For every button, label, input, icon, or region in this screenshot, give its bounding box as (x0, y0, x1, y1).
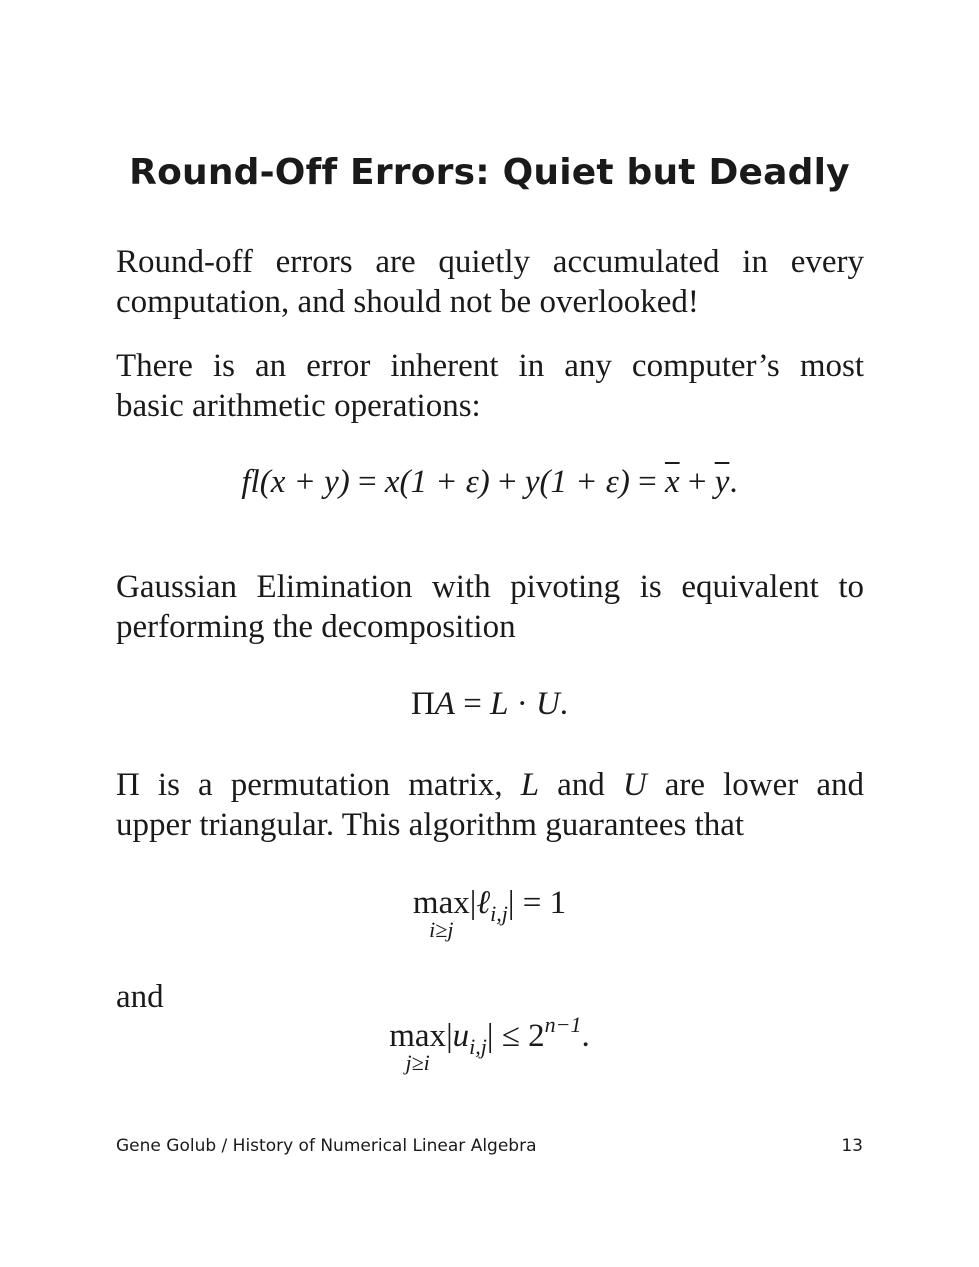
paragraph-permutation (116, 765, 864, 845)
paragraph-line: Gaussian Elimination with pivoting is equivalent to (116, 569, 864, 605)
paragraph-line: There is an error inherent in any computer’s most (116, 348, 864, 384)
paragraph-line: basic arithmetic operations: (116, 388, 481, 424)
max-operator (389, 1019, 446, 1073)
math-period: . (559, 686, 569, 722)
math-rel: ≤ 2 (493, 1018, 545, 1054)
math-fl: fl (241, 464, 260, 500)
math-lhs-args: (x + y) (259, 464, 350, 500)
math-A: A (434, 686, 455, 722)
math-plus: + (679, 464, 715, 500)
paragraph-line: upper triangular. This algorithm guarantees that (116, 807, 745, 843)
equation-float-addition (0, 464, 979, 501)
math-ell: ℓ (476, 885, 491, 921)
math-L: L (520, 767, 540, 803)
text-fragment: are lower and (646, 767, 864, 803)
text-fragment: is a permutation matrix, (139, 767, 521, 803)
math-cdot: · (508, 686, 536, 722)
equation-max-ell (0, 886, 979, 940)
slide-title: Round-Off Errors: Quiet but Deadly (129, 152, 850, 193)
paragraph-gaussian-elimination (116, 567, 864, 647)
equation-max-u (0, 1012, 979, 1075)
math-u: u (452, 1018, 470, 1054)
math-equals: = (454, 686, 491, 722)
math-abs-expr (469, 885, 567, 926)
math-U: U (622, 767, 647, 803)
math-pi: Π (410, 686, 435, 722)
max-subscript: i≥j (429, 917, 454, 942)
math-abs-close: | (507, 885, 515, 921)
text-fragment: and (539, 767, 623, 803)
page-number: 13 (841, 1136, 863, 1156)
math-term2: y(1 + ε) (524, 464, 630, 500)
math-superscript: n−1 (544, 1012, 582, 1037)
equation-lu-decomposition (0, 686, 979, 723)
math-abs-open: | (446, 1018, 453, 1054)
math-period: . (729, 464, 738, 500)
max-label: max (412, 885, 470, 921)
math-subscript: i,j (469, 1034, 487, 1059)
math-abs-expr (446, 1012, 590, 1059)
paragraph-and (116, 977, 864, 1017)
footer-source: Gene Golub / History of Numerical Linear Algebra (116, 1136, 537, 1156)
math-abs-open: | (469, 885, 477, 921)
paragraph-line: performing the decomposition (116, 609, 516, 645)
paragraph-line: and (116, 979, 164, 1015)
paragraph-roundoff-intro (116, 242, 864, 322)
math-term1: x(1 + ε) (384, 464, 490, 500)
paragraph-line: computation, and should not be overlooked! (116, 284, 699, 320)
paragraph-line: Round-off errors are quietly accumulated in every (116, 244, 864, 280)
math-subscript: i,j (490, 901, 508, 926)
paragraph-inherent-error (116, 346, 864, 426)
math-rhs: = 1 (514, 885, 567, 921)
math-period: . (581, 1018, 590, 1054)
math-pi: Π (116, 767, 140, 803)
math-L: L (490, 686, 509, 722)
max-operator (413, 886, 470, 940)
math-plus: + (489, 464, 525, 500)
math-ybar: $\overline{y}$ (714, 464, 730, 500)
max-subscript: j≥i (405, 1050, 430, 1075)
math-abs-close: | (486, 1018, 494, 1054)
math-xbar: $\overline{x}$ (664, 464, 680, 500)
math-equals: = (629, 464, 665, 500)
max-label: max (389, 1018, 447, 1054)
paragraph-line (116, 765, 864, 805)
math-U: U (535, 686, 560, 722)
math-equals: = (349, 464, 385, 500)
